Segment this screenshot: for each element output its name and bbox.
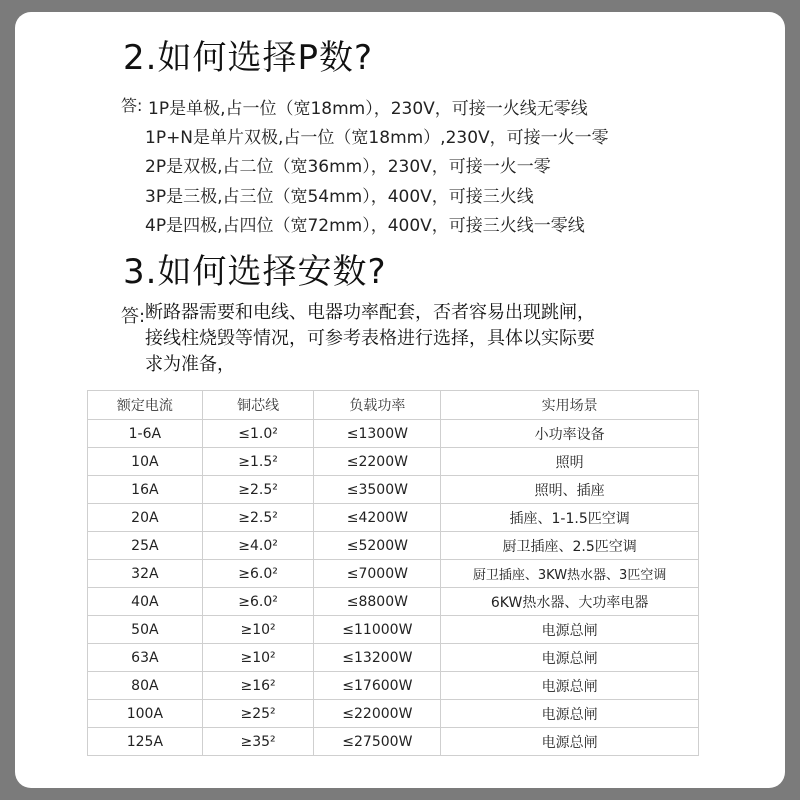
cell-load-power: ≤22000W — [314, 700, 441, 728]
amperage-text-line: 断路器需要和电线、电器功率配套，否者容易出现跳闸， — [145, 302, 595, 323]
cell-load-power: ≤5200W — [314, 532, 441, 560]
cell-copper-wire: ≥2.5² — [202, 504, 314, 532]
table-row — [88, 420, 699, 448]
cell-usage-scenario: 照明 — [441, 448, 699, 476]
cell-rated-current: 20A — [88, 504, 203, 532]
cell-rated-current: 40A — [88, 588, 203, 616]
cell-copper-wire: ≥4.0² — [202, 532, 314, 560]
cell-copper-wire: ≥6.0² — [202, 588, 314, 616]
cell-copper-wire: ≥2.5² — [202, 476, 314, 504]
cell-usage-scenario: 厨卫插座、2.5匹空调 — [441, 532, 699, 560]
header-rated-current: 额定电流 — [88, 391, 203, 420]
p-line-2p: 2P是双极,占二位（宽36mm），230V，可接一火一零 — [145, 157, 551, 177]
cell-load-power: ≤2200W — [314, 448, 441, 476]
cell-usage-scenario: 电源总闸 — [441, 616, 699, 644]
table-row — [88, 616, 699, 644]
cell-copper-wire: ≥1.5² — [202, 448, 314, 476]
cell-load-power: ≤7000W — [314, 560, 441, 588]
table-row — [88, 532, 699, 560]
cell-load-power: ≤8800W — [314, 588, 441, 616]
cell-usage-scenario: 厨卫插座、3KW热水器、3匹空调 — [441, 560, 699, 588]
cell-load-power: ≤27500W — [314, 728, 441, 756]
cell-load-power: ≤13200W — [314, 644, 441, 672]
table-row — [88, 476, 699, 504]
p-line-1p: 1P是单极,占一位（宽18mm），230V，可接一火线无零线 — [148, 99, 588, 119]
cell-rated-current: 1-6A — [88, 420, 203, 448]
cell-copper-wire: ≥10² — [202, 616, 314, 644]
cell-usage-scenario: 6KW热水器、大功率电器 — [441, 588, 699, 616]
cell-rated-current: 100A — [88, 700, 203, 728]
table-row — [88, 588, 699, 616]
section-title-p-count: 2.如何选择P数? — [123, 38, 373, 78]
cell-rated-current: 10A — [88, 448, 203, 476]
amperage-text-line: 接线柱烧毁等情况，可参考表格进行选择，具体以实际要 — [145, 328, 595, 349]
cell-load-power: ≤17600W — [314, 672, 441, 700]
cell-rated-current: 50A — [88, 616, 203, 644]
cell-copper-wire: ≥16² — [202, 672, 314, 700]
cell-usage-scenario: 插座、1-1.5匹空调 — [441, 504, 699, 532]
answer-label-p: 答: — [121, 96, 143, 115]
cell-usage-scenario: 电源总闸 — [441, 700, 699, 728]
p-line-1pn: 1P+N是单片双极,占一位（宽18mm）,230V，可接一火一零 — [145, 128, 609, 148]
table-row — [88, 672, 699, 700]
cell-copper-wire: ≥25² — [202, 700, 314, 728]
amperage-text-line: 求为准备， — [145, 354, 235, 375]
cell-copper-wire: ≤1.0² — [202, 420, 314, 448]
table-row — [88, 644, 699, 672]
p-line-3p: 3P是三极,占三位（宽54mm），400V，可接三火线 — [145, 187, 534, 207]
cell-rated-current: 32A — [88, 560, 203, 588]
table-row — [88, 700, 699, 728]
cell-usage-scenario: 电源总闸 — [441, 644, 699, 672]
table-row — [88, 728, 699, 756]
table-row — [88, 560, 699, 588]
section-title-amperage: 3.如何选择安数? — [123, 252, 387, 292]
cell-usage-scenario: 电源总闸 — [441, 672, 699, 700]
cell-usage-scenario: 照明、插座 — [441, 476, 699, 504]
cell-load-power: ≤11000W — [314, 616, 441, 644]
content-card — [15, 12, 785, 788]
cell-load-power: ≤4200W — [314, 504, 441, 532]
cell-rated-current: 25A — [88, 532, 203, 560]
amperage-explanation — [145, 300, 725, 378]
breaker-selection-table — [87, 390, 699, 756]
cell-copper-wire: ≥10² — [202, 644, 314, 672]
cell-rated-current: 80A — [88, 672, 203, 700]
cell-rated-current: 125A — [88, 728, 203, 756]
header-copper-wire: 铜芯线 — [202, 391, 314, 420]
cell-copper-wire: ≥35² — [202, 728, 314, 756]
header-load-power: 负载功率 — [314, 391, 441, 420]
p-line-4p: 4P是四极,占四位（宽72mm），400V，可接三火线一零线 — [145, 216, 585, 236]
cell-load-power: ≤3500W — [314, 476, 441, 504]
table-header-row — [88, 391, 699, 420]
answer-label-amp: 答: — [121, 306, 146, 327]
header-usage-scenario: 实用场景 — [441, 391, 699, 420]
table-row — [88, 448, 699, 476]
cell-usage-scenario: 电源总闸 — [441, 728, 699, 756]
cell-rated-current: 16A — [88, 476, 203, 504]
cell-usage-scenario: 小功率设备 — [441, 420, 699, 448]
cell-copper-wire: ≥6.0² — [202, 560, 314, 588]
cell-load-power: ≤1300W — [314, 420, 441, 448]
cell-rated-current: 63A — [88, 644, 203, 672]
table-row — [88, 504, 699, 532]
